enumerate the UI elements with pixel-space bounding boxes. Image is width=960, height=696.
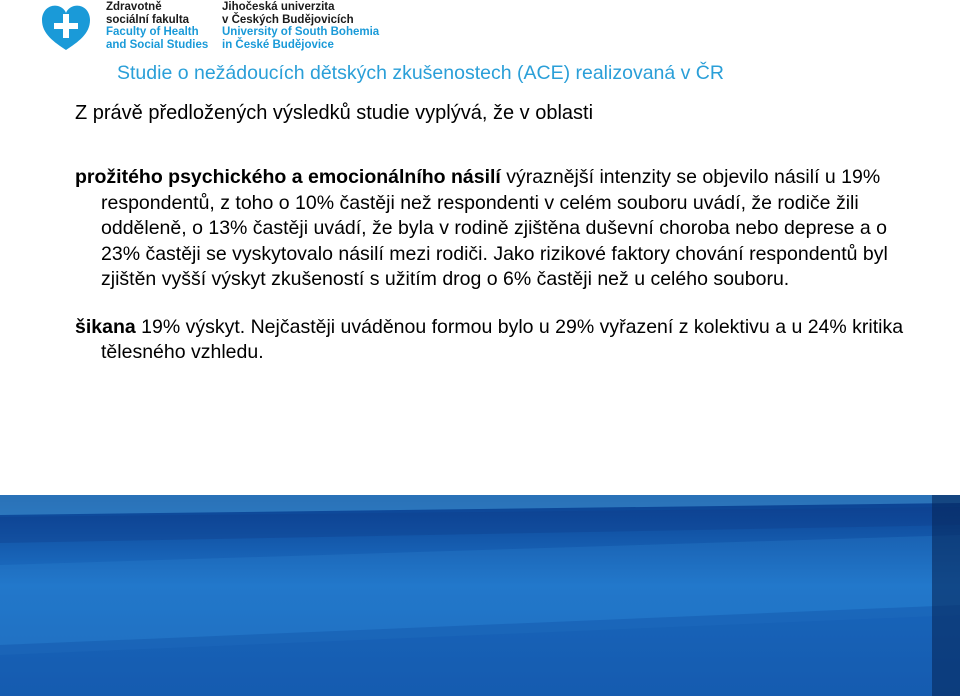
faculty-logo-icon <box>36 0 96 54</box>
slide-title: Studie o nežádoucích dětských zkušenostech (ACE) realizovaná v ČR <box>117 62 724 84</box>
university-line-3: University of South Bohemia <box>222 26 380 38</box>
header <box>0 0 960 56</box>
slide-body <box>75 165 915 366</box>
faculty-name <box>106 1 208 51</box>
faculty-line-3: Faculty of Health <box>106 26 199 38</box>
paragraph-1-heading: prožitého psychického a emocionálního násilí <box>75 166 501 188</box>
paragraph-bullying <box>75 315 915 366</box>
lead-sentence: Z právě předložených výsledků studie vyplývá, že v oblasti <box>75 102 594 124</box>
paragraph-1-text: výraznější intenzity se objevilo násilí u 19% respondentů, z toho o 10% častěji než respondenti v celém souboru uvádí, že rodiče žili odděleně, o 13% častěji uvádí, že byla v rodině zjištěna duševní choroba nebo deprese a o 23% častěji se vyskytovalo násilí mezi rodiči. Jako rizikové faktory chování respondentů byl zjištěn vyšší výskyt zkušeností s užitím drog o 6% častěji než u celého souboru. <box>101 166 888 290</box>
university-line-1: Jihočeská univerzita <box>222 1 335 13</box>
paragraph-psychological-violence <box>75 165 915 293</box>
decorative-banner <box>0 495 960 696</box>
paragraph-2-text: 19% výskyt. Nejčastěji uváděnou formou bylo u 29% vyřazení z kolektivu a u 24% kritika tělesného vzhledu. <box>101 315 904 363</box>
faculty-line-1: Zdravotně <box>106 1 162 13</box>
university-name <box>222 1 379 51</box>
paragraph-2-heading: šikana <box>75 315 136 338</box>
banner-pattern <box>0 495 960 696</box>
university-line-4: in České Budějovice <box>222 38 334 51</box>
faculty-line-4: and Social Studies <box>106 38 209 51</box>
faculty-line-2: sociální fakulta <box>106 13 190 26</box>
university-line-2: v Českých Budějovicích <box>222 13 354 26</box>
